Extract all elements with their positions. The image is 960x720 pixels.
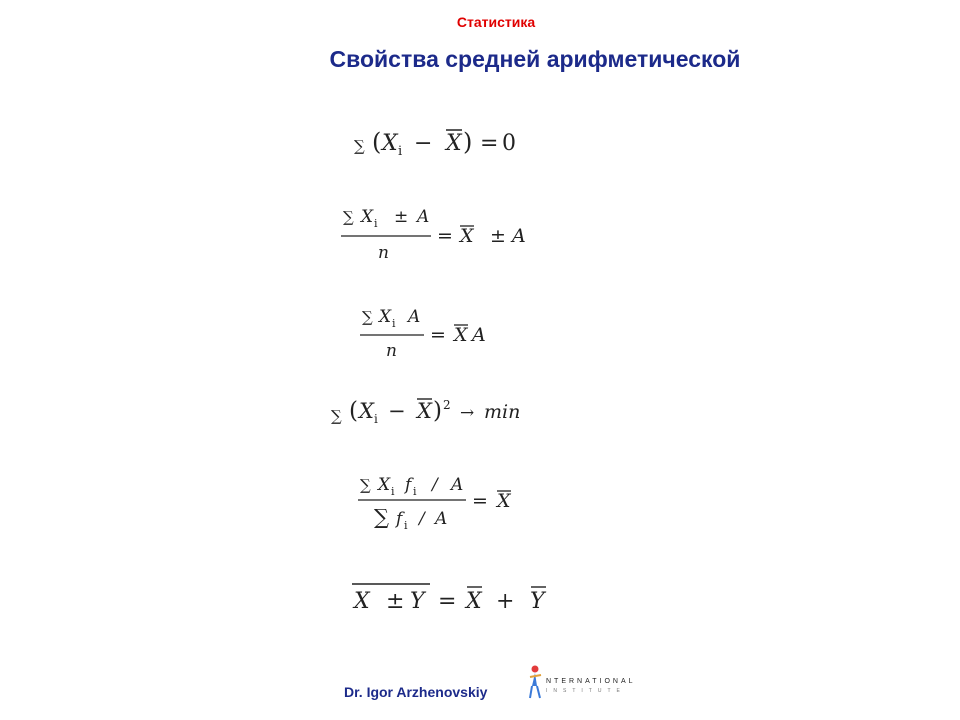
svg-text:X: X [454, 324, 468, 346]
logo-text-international: NTERNATIONAL [546, 678, 636, 685]
svg-text:i: i [392, 317, 396, 330]
svg-text:X: X [460, 225, 474, 247]
author-name: Dr. Igor Arzhenovskiy [344, 684, 488, 700]
svg-text:X: X [354, 589, 370, 614]
svg-text:+: + [496, 589, 515, 614]
svg-text:=: = [430, 324, 446, 346]
formula-sum-deviations-zero [0, 120, 960, 200]
svg-text:±: ± [386, 589, 405, 614]
svg-text:=: = [438, 589, 457, 614]
svg-text:A: A [417, 207, 430, 227]
svg-text:=: = [480, 131, 499, 156]
svg-text:−: − [388, 399, 406, 423]
svg-text:X: X [466, 589, 482, 614]
formula-sum-squares-min [0, 390, 960, 470]
svg-text:X: X [359, 399, 374, 423]
svg-text:/: / [432, 475, 438, 495]
svg-text:i: i [374, 217, 378, 230]
institute-logo [528, 662, 636, 702]
svg-text:f: f [405, 475, 412, 495]
formula-1-sum-sign: ∑ [354, 137, 365, 155]
svg-text:∑: ∑ [343, 208, 354, 226]
svg-text:A: A [472, 324, 486, 346]
svg-text:X: X [382, 131, 398, 156]
svg-text:i: i [374, 412, 378, 426]
svg-text:i: i [404, 519, 408, 532]
svg-text:i: i [413, 485, 417, 498]
svg-text:A: A [451, 475, 464, 495]
svg-text:→: → [460, 403, 475, 423]
svg-text:X: X [379, 307, 392, 327]
svg-text:±: ± [490, 225, 506, 247]
svg-text:A: A [408, 307, 421, 327]
svg-text:n: n [386, 341, 397, 361]
svg-text:∑: ∑ [374, 505, 389, 529]
formula-shift-by-constant [0, 200, 960, 280]
svg-text:n: n [378, 243, 389, 263]
svg-text:∑: ∑ [360, 476, 371, 494]
svg-text:X: X [361, 207, 374, 227]
svg-text:i: i [391, 485, 395, 498]
svg-text:±: ± [394, 207, 409, 227]
formula-weighted-mean [0, 468, 960, 548]
svg-text:(: ( [372, 128, 382, 156]
svg-text:∑: ∑ [362, 308, 373, 326]
svg-text:−: − [414, 131, 433, 156]
svg-text:): ) [463, 128, 473, 156]
slide-title: Свойства средней арифметической [329, 46, 741, 72]
formula-scale-by-constant [0, 298, 960, 378]
svg-text:/: / [419, 509, 425, 529]
svg-text:X: X [378, 475, 391, 495]
svg-text:(: ( [349, 398, 358, 424]
svg-text:X: X [417, 399, 432, 423]
svg-text:=: = [437, 225, 453, 247]
svg-text:X: X [446, 131, 462, 156]
subject-label: Статистика [456, 14, 536, 30]
svg-text:=: = [472, 490, 488, 512]
formula-sum-of-means [0, 575, 960, 655]
svg-text:A: A [512, 225, 526, 247]
svg-text:min: min [484, 401, 521, 423]
svg-text:i: i [398, 144, 403, 159]
svg-text:X: X [497, 490, 511, 512]
svg-text:Y: Y [530, 589, 545, 614]
svg-text:f: f [396, 509, 403, 529]
svg-text:0: 0 [502, 131, 516, 156]
svg-text:∑: ∑ [331, 407, 342, 425]
svg-text:Y: Y [410, 589, 425, 614]
svg-text:A: A [435, 509, 448, 529]
logo-text-institute: INSTITUTE [546, 688, 626, 694]
svg-text:): ) [433, 398, 442, 424]
svg-text:2: 2 [443, 398, 451, 412]
